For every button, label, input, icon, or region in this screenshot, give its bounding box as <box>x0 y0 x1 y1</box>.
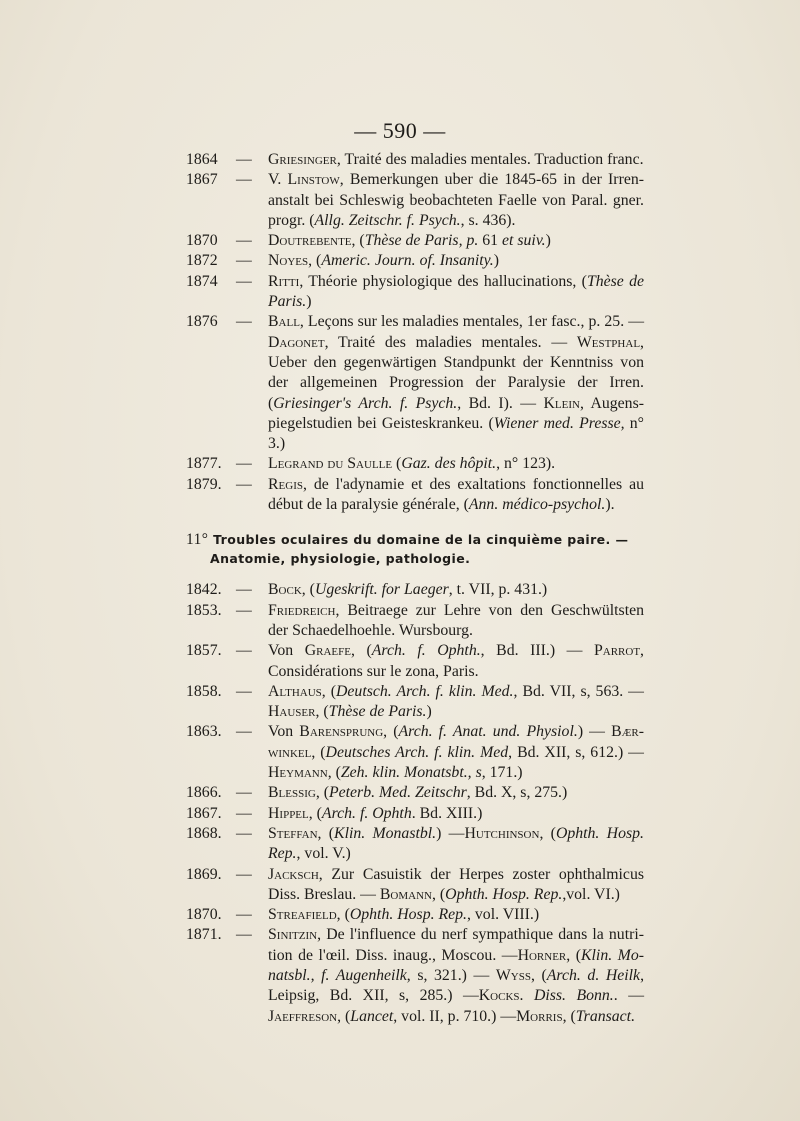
publication-title: Klin. Mo-natsbl., f. Augenheilk <box>268 946 644 984</box>
publication-title: et suiv. <box>502 232 546 250</box>
citation-text: . Bd. XIII.) <box>411 804 483 822</box>
entry-year: 1870 <box>186 232 218 250</box>
author-name: Westphal <box>576 333 641 351</box>
entry-year: 1869. <box>186 865 222 883</box>
citation-text: , ( <box>327 764 341 782</box>
citation-text: , ( <box>539 824 556 842</box>
publication-title: Transact. <box>575 1007 636 1025</box>
citation-text: n° 3.) <box>268 414 645 453</box>
citation-text: , ( <box>562 1007 576 1025</box>
bibliography-entry <box>186 454 644 474</box>
citation-text: , Ueber den gegenwärtigen Standpunkt der Kenntniss von der allgemeinen Progression der Paralysie der Irren. ( <box>268 333 644 412</box>
citation-text: ( <box>392 455 402 473</box>
publication-title: Peterb. Med. Zeitschr <box>329 784 467 802</box>
citation-text: , 171.) <box>481 764 523 782</box>
bibliography-list-paralysis <box>186 150 644 515</box>
citation-text: V. <box>268 171 288 189</box>
bibliography-list-fifth-nerve <box>186 580 644 1027</box>
author-name: Dagonet <box>268 333 325 351</box>
citation-text: , Leipsig, Bd. XII, s, 285.) — <box>268 966 645 1005</box>
author-name: Jaeffreson <box>268 1007 338 1025</box>
citation-text: ). <box>605 496 615 514</box>
citation-text: , Bd. I). — <box>457 394 544 412</box>
entry-text <box>268 824 644 865</box>
citation-text: ) — <box>436 824 465 842</box>
citation-text: , ( <box>321 682 337 700</box>
publication-title: Arch. f. Ophth. <box>371 642 481 660</box>
entry-dash: — <box>236 601 252 619</box>
entry-year: 1858. <box>186 682 222 700</box>
entry-dash: — <box>236 252 252 270</box>
entry-year: 1871. <box>186 926 222 944</box>
publication-title: Deutsches Arch. f. klin. Med <box>325 743 509 761</box>
citation-text: , ( <box>317 824 335 842</box>
publication-title: Americ. Journ. of. Insanity. <box>321 252 494 270</box>
entry-dash: — <box>236 642 252 660</box>
author-name: Griesinger <box>268 151 337 168</box>
entry-text <box>268 150 644 170</box>
publication-title: Klin. Monastbl. <box>334 824 437 842</box>
citation-text: , Leçons sur les maladies mentales, 1er fasc., p. 25. — <box>299 313 644 331</box>
citation-text: , Bd. X, s, 275.) <box>466 784 568 802</box>
entry-year: 1864 <box>186 151 218 168</box>
citation-text: , ( <box>337 1007 351 1025</box>
entry-dash: — <box>236 824 252 842</box>
author-name: Parrot <box>593 642 641 660</box>
citation-text: , Beitraege zur Lehre von den Geschwültsten der Schaedelhoehle. Wursbourg. <box>268 601 644 639</box>
publication-title: Lancet <box>350 1007 394 1025</box>
entry-dash: — <box>236 926 252 944</box>
entry-year: 1872 <box>186 252 218 270</box>
citation-text: , de l'adynamie et des exaltations fonctionnelles au début de la paralysie générale, ( <box>268 475 644 514</box>
citation-text: , vol. VIII.) <box>467 906 540 924</box>
bibliography-entry <box>186 641 644 682</box>
bibliography-entry <box>186 475 644 516</box>
publication-title: Arch. d. Heilk <box>546 966 641 984</box>
publication-title: Ophth. Hosp. Rep. <box>349 906 467 924</box>
citation-text: , Bd. VII, s, 563. — <box>513 682 644 700</box>
citation-text: Von <box>268 642 305 660</box>
entry-text <box>268 722 644 783</box>
author-name: Ritti <box>268 272 300 290</box>
publication-title: Allg. Zeitschr. f. Psych. <box>314 211 461 229</box>
publication-title: Ophth. Hosp. Rep. <box>268 824 644 863</box>
author-name: Heymann <box>268 764 328 782</box>
author-name: Streafield <box>268 906 337 924</box>
author-name: Steffan <box>268 824 318 842</box>
bibliography-entry <box>186 682 644 723</box>
section-heading <box>186 530 644 568</box>
bibliography-entry <box>186 722 644 783</box>
bibliography-entry <box>186 231 644 251</box>
entry-year: 1853. <box>186 601 222 619</box>
author-name: Friedreich <box>268 601 336 619</box>
citation-text: , ( <box>311 743 326 761</box>
entry-year: 1868. <box>186 824 222 842</box>
author-name: Linstow <box>287 171 340 189</box>
citation-text: Von <box>268 723 300 741</box>
author-name: Kocks <box>478 987 520 1005</box>
entry-dash: — <box>236 475 252 493</box>
author-name: Noyes <box>268 252 309 270</box>
entry-year: 1867. <box>186 804 222 822</box>
citation-text: , vol. V.) <box>296 845 351 863</box>
bibliography-entry <box>186 580 644 600</box>
publication-title: Thèse de Paris. <box>268 272 644 311</box>
publication-title: Griesinger's Arch. f. Psych. <box>273 394 458 412</box>
entry-dash: — <box>236 906 252 924</box>
entry-text <box>268 925 644 1026</box>
entry-text <box>268 865 644 906</box>
citation-text: , Traité des maladies mentales. — <box>324 333 577 351</box>
citation-text: , Traité des maladies mentales. Traduction franc. <box>336 151 644 168</box>
citation-text: , ( <box>530 966 547 984</box>
publication-title: Thèse de Paris. <box>328 703 427 721</box>
citation-text: , vol. II, p. 710.) — <box>393 1007 517 1025</box>
citation-text: , ( <box>308 804 322 822</box>
author-name: Wyss <box>495 966 531 984</box>
bibliography <box>186 150 644 1027</box>
citation-text: , ( <box>383 723 399 741</box>
author-name: Horner <box>517 946 567 964</box>
entry-text <box>268 312 644 454</box>
section-title-line1: Troubles oculaires du domaine de la cinquième paire. — <box>213 532 629 548</box>
citation-text: , Bd. III.) — <box>480 642 594 660</box>
author-name: Graefe <box>304 642 351 660</box>
entry-text <box>268 682 644 723</box>
author-name: Regis <box>268 475 303 493</box>
citation-text: , s. 436). <box>460 211 516 229</box>
bibliography-entry <box>186 865 644 906</box>
bibliography-entry <box>186 150 644 170</box>
publication-title: Diss. Bonn. <box>533 987 614 1005</box>
citation-text: 61 <box>478 232 503 250</box>
page-number: — 590 — <box>354 118 446 143</box>
entry-dash: — <box>236 313 252 331</box>
entry-text <box>268 641 644 682</box>
publication-title: Ophth. Hosp. Rep. <box>445 885 563 903</box>
author-name: Legrand du Saulle <box>268 455 393 473</box>
citation-text: , Considérations sur le zona, Paris. <box>268 642 644 680</box>
entry-text <box>268 272 644 313</box>
entry-dash: — <box>236 784 252 802</box>
publication-title: Arch. f. Ophth <box>321 804 412 822</box>
entry-dash: — <box>236 232 252 250</box>
author-name: Jacksch <box>268 865 319 883</box>
entry-year: 1879. <box>186 475 222 493</box>
entry-text <box>268 601 644 642</box>
publication-title: Zeh. klin. Monatsbt., s <box>340 764 482 782</box>
author-name: Morris <box>516 1007 563 1025</box>
publication-title: Ugeskrift. for Laeger <box>314 581 449 599</box>
entry-dash: — <box>236 682 252 700</box>
citation-text: , ( <box>351 232 365 250</box>
bibliography-entry <box>186 170 644 231</box>
citation-text: , ( <box>308 252 322 270</box>
author-name: Barensprung <box>299 723 384 741</box>
entry-text <box>268 580 644 600</box>
citation-text: , t. VII, p. 431.) <box>448 581 548 599</box>
entry-dash: — <box>236 151 252 168</box>
citation-text: ) — <box>577 723 612 741</box>
entry-year: 1866. <box>186 784 222 802</box>
entry-dash: — <box>236 865 252 883</box>
citation-text: , s, 321.) — <box>406 966 496 984</box>
author-name: Hauser <box>268 703 316 721</box>
citation-text: , Théorie physiologique des hallucinations, ( <box>299 272 587 290</box>
citation-text: , n° 123). <box>496 455 556 473</box>
entry-dash: — <box>236 272 252 290</box>
entry-dash: — <box>236 171 252 189</box>
bibliography-entry <box>186 905 644 925</box>
citation-text: ) <box>426 703 432 721</box>
citation-text: , ( <box>315 703 329 721</box>
citation-text: , ( <box>301 581 315 599</box>
entry-year: 1863. <box>186 723 222 741</box>
entry-text <box>268 475 644 516</box>
publication-title: Arch. f. Anat. und. Physiol. <box>398 723 578 741</box>
entry-dash: — <box>236 723 252 741</box>
bibliography-entry <box>186 601 644 642</box>
entry-year: 1857. <box>186 642 222 660</box>
bibliography-entry <box>186 824 644 865</box>
section-number: 11° <box>186 531 209 549</box>
bibliography-entry <box>186 804 644 824</box>
entry-text <box>268 783 644 803</box>
author-name: Hippel <box>268 804 309 822</box>
entry-year: 1876 <box>186 313 218 331</box>
author-name: Sinitzin <box>268 926 318 944</box>
citation-text: , Zur Casuistik der Herpes zoster ophthalmicus Diss. Breslau. — <box>268 865 644 903</box>
publication-title: Deutsch. Arch. f. klin. Med. <box>336 682 514 700</box>
citation-text: . — <box>613 987 644 1005</box>
entry-year: 1877. <box>186 455 222 473</box>
citation-text: , Bd. XII, s, 612.) — <box>508 743 644 761</box>
citation-text: , ( <box>566 946 581 964</box>
bibliography-entry <box>186 312 644 454</box>
section-title-line2: Anatomie, physiologie, pathologie. <box>210 551 471 567</box>
bibliography-entry <box>186 251 644 271</box>
publication-title: Wiener med. Presse, <box>493 414 625 432</box>
citation-text: ) <box>306 293 312 311</box>
author-name: Bock <box>268 581 302 599</box>
entry-text <box>268 170 644 231</box>
entry-text <box>268 804 644 824</box>
entry-text <box>268 454 644 474</box>
citation-text: , Augens-piegelstudien bei Geisteskrankeu. ( <box>268 394 644 432</box>
entry-dash: — <box>236 804 252 822</box>
entry-text <box>268 251 644 271</box>
citation-text: ) <box>545 232 551 250</box>
author-name: Ball <box>268 313 300 331</box>
citation-text: , ( <box>431 885 446 903</box>
citation-text: , De l'influence du nerf sympathique dans la nutri-tion de l'œil. Diss. inaug., Moscou. — <box>268 926 644 964</box>
publication-title: Thèse de Paris, p. <box>364 232 479 250</box>
citation-text: , ( <box>336 906 350 924</box>
citation-text: ,vol. VI.) <box>562 885 620 903</box>
publication-title: Gaz. des hôpit. <box>401 455 497 473</box>
author-name: Klein <box>543 394 580 412</box>
citation-text: ) <box>493 252 500 270</box>
entry-text <box>268 905 644 925</box>
citation-text: , ( <box>315 784 329 802</box>
citation-text: , Bemerkungen uber die 1845-65 in der Irren-anstalt bei Schleswig beobachteten Faelle von Paral. gner. progr. ( <box>268 171 644 229</box>
bibliography-entry <box>186 925 644 1026</box>
entry-dash: — <box>236 455 252 473</box>
citation-text: , ( <box>350 642 372 660</box>
entry-text <box>268 231 644 251</box>
author-name: Doutrebente <box>268 232 352 250</box>
entry-year: 1842. <box>186 581 222 599</box>
entry-year: 1870. <box>186 906 222 924</box>
author-name: Bær-winkel <box>268 723 644 761</box>
author-name: Althaus <box>268 682 322 700</box>
bibliography-entry <box>186 272 644 313</box>
author-name: Blessig <box>268 784 316 802</box>
entry-year: 1867 <box>186 171 218 189</box>
author-name: Bomann <box>379 885 432 903</box>
publication-title: Ann. médico-psychol. <box>468 496 606 514</box>
author-name: Hutchinson <box>464 824 540 842</box>
citation-text: . <box>519 987 534 1005</box>
entry-year: 1874 <box>186 272 218 290</box>
entry-dash: — <box>236 581 252 599</box>
bibliography-entry <box>186 783 644 803</box>
